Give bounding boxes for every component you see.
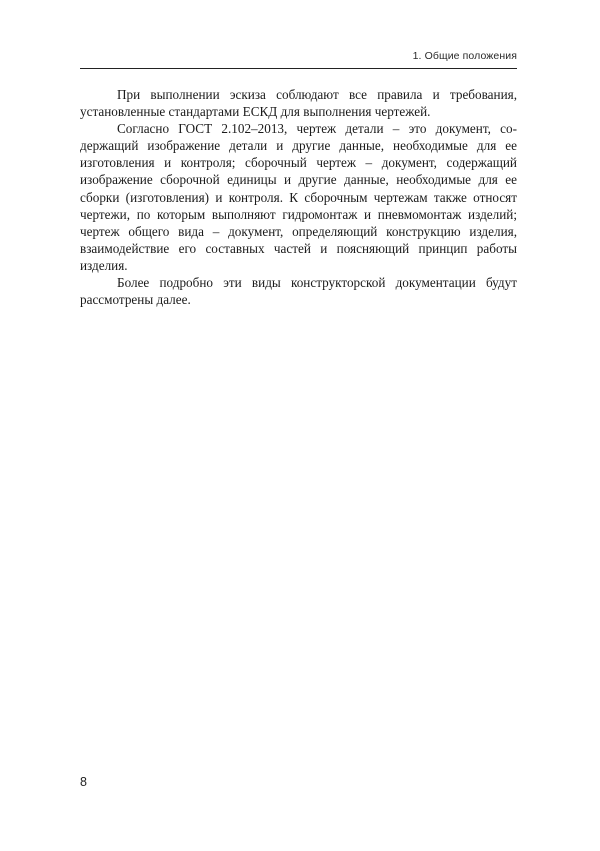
paragraph-2: Согласно ГОСТ 2.102–2013, чертеж детали – это документ, содержащий изображение детали и другие данные, необходимые для ее изготовления и контроля; сборочный чертеж – документ, содержащий изображение сборочной единицы и другие данные, необходимые для ее сборки (изготовления) и контроля. К сборочным чертежам также относят чертежи, по которым выполняют гидромонтаж и пневмомонтаж изделий; чертеж общего вида – документ, определяющий конструкцию изделия, взаимодействие его составных частей и поясняющий принцип работы изделия. bbox=[80, 121, 517, 273]
page-number: 8 bbox=[80, 775, 87, 789]
header-divider bbox=[80, 68, 517, 69]
running-header: 1. Общие положения bbox=[412, 50, 517, 62]
body-text bbox=[80, 86, 517, 308]
paragraph-1: При выполнении эскиза соблюдают все правила и требования, установленные стандартами ЕСКД для выполнения чертежей. bbox=[80, 87, 517, 120]
paragraph-3: Более подробно эти виды конструкторской документации будут рассмотрены далее. bbox=[80, 275, 517, 308]
